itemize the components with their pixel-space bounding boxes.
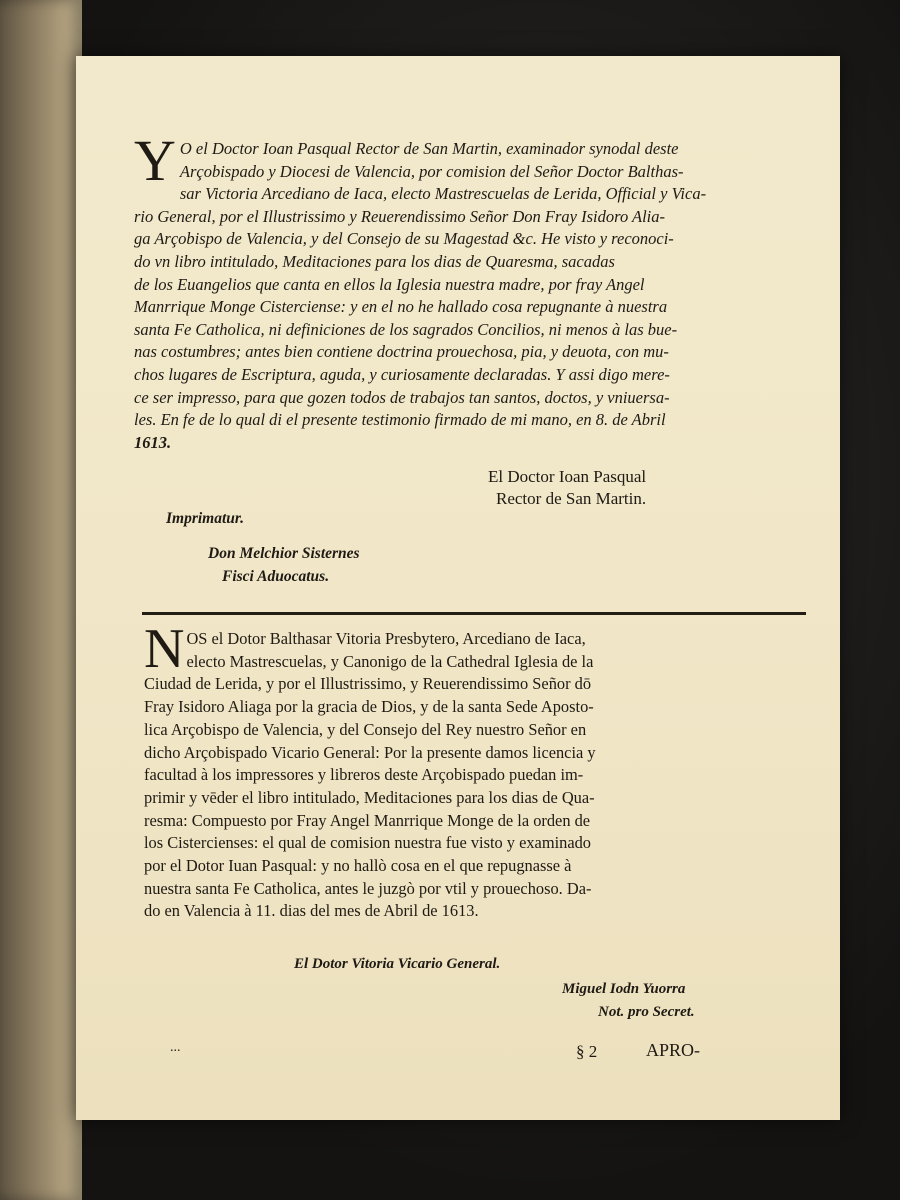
text-line: sar Victoria Arcediano de Iaca, electo Mastrescuelas de Lerida, Official y Vica- (179, 184, 707, 204)
left-page-edge (0, 0, 82, 1200)
text-line: nas costumbres; antes bien contiene doctrina prouechosa, pia, y deuota, con mu- (134, 342, 669, 362)
text-line: facultad à los impressores y libreros deste Arçobispado puedan im- (144, 765, 584, 785)
text-line: Fray Isidoro Aliaga por la gracia de Dios, y de la santa Sede Aposto- (144, 697, 594, 717)
dropcap-n: N (144, 618, 185, 680)
text-line: electo Mastrescuelas, y Canonigo de la Cathedral Iglesia de la (186, 651, 594, 671)
text-line: Ciudad de Lerida, y por el Illustrissimo, y Reuerendissimo Señor dō (144, 674, 592, 694)
text-line: OS el Dotor Balthasar Vitoria Presbytero, Arcediano de Iaca, (186, 629, 586, 648)
text-line: Arçobispado y Diocesi de Valencia, por comision del Señor Doctor Balthas- (179, 161, 684, 181)
signature-title: Fisci Aduocatus. (222, 568, 330, 585)
signature-yuorra (562, 978, 695, 1024)
gathering-signature-mark: § 2 (576, 1042, 598, 1061)
text-line: primir y vēder el libro intitulado, Meditaciones para los dias de Qua- (144, 787, 595, 807)
signature-melchior (208, 542, 360, 588)
text-line: los Cistercienses: el qual de comision nuestra fue visto y examinado (144, 833, 591, 853)
signature-name: Miguel Iodn Yuorra (562, 981, 686, 997)
license-text-block (144, 618, 808, 923)
text-line: 1613. (134, 432, 172, 452)
signature-vitoria: El Dotor Vitoria Vicario General. (294, 956, 501, 972)
text-line: O el Doctor Ioan Pasqual Rector de San Martin, examinador synodal deste (179, 139, 679, 158)
text-line: lica Arçobispo de Valencia, y del Consejo del Rey nuestro Señor en (144, 719, 587, 739)
approval-text-block (134, 128, 824, 454)
text-line: dicho Arçobispado Vicario General: Por la presente damos licencia y (144, 742, 596, 762)
book-page (76, 56, 840, 1120)
catchword: APRO- (646, 1040, 701, 1060)
text-line: chos lugares de Escriptura, aguda, y curiosamente declaradas. Y assi digo mere- (134, 364, 670, 384)
text-line: por el Dotor Iuan Pasqual: y no hallò cosa en el que repugnasse à (144, 856, 572, 876)
divider-rule (142, 612, 806, 615)
text-line: Manrrique Monge Cisterciense: y en el no he hallado cosa repugnante à nuestra (134, 297, 668, 317)
text-line: nuestra santa Fe Catholica, antes le juzgò por vtil y prouechoso. Da- (144, 878, 592, 898)
signature-name: Don Melchior Sisternes (208, 545, 360, 562)
dropcap-y: Y (134, 128, 176, 193)
text-line: resma: Compuesto por Fray Angel Manrrique Monge de la orden de (144, 810, 591, 830)
signature-title: Not. pro Secret. (598, 1004, 695, 1020)
imprimatur-heading: Imprimatur. (166, 510, 244, 527)
signature-name: El Doctor Ioan Pasqual (488, 467, 647, 486)
text-line: les. En fe de lo qual di el presente testimonio firmado de mi mano, en 8. de Abril (134, 410, 666, 430)
text-line: santa Fe Catholica, ni definiciones de los sagrados Concilios, ni menos à las bue- (134, 319, 678, 339)
text-line: do vn libro intitulado, Meditaciones para los dias de Quaresma, sacadas (134, 251, 615, 271)
text-line: do en Valencia à 11. dias del mes de Abril de 1613. (144, 901, 479, 921)
signature-title: Rector de San Martin. (496, 489, 647, 508)
text-line: rio General, por el Illustrissimo y Reuerendissimo Señor Don Fray Isidoro Alia- (134, 206, 666, 226)
text-line: de los Euangelios que canta en ellos la Iglesia nuestra madre, por fray Angel (134, 274, 645, 294)
text-line: ga Arçobispo de Valencia, y del Consejo de su Magestad &c. He visto y reconoci- (134, 229, 674, 249)
margin-dots: ... (170, 1040, 181, 1055)
text-line: ce ser impresso, para que gozen todos de trabajos tan santos, doctos, y vniuersa- (134, 387, 670, 407)
signature-pasqual (488, 466, 646, 510)
